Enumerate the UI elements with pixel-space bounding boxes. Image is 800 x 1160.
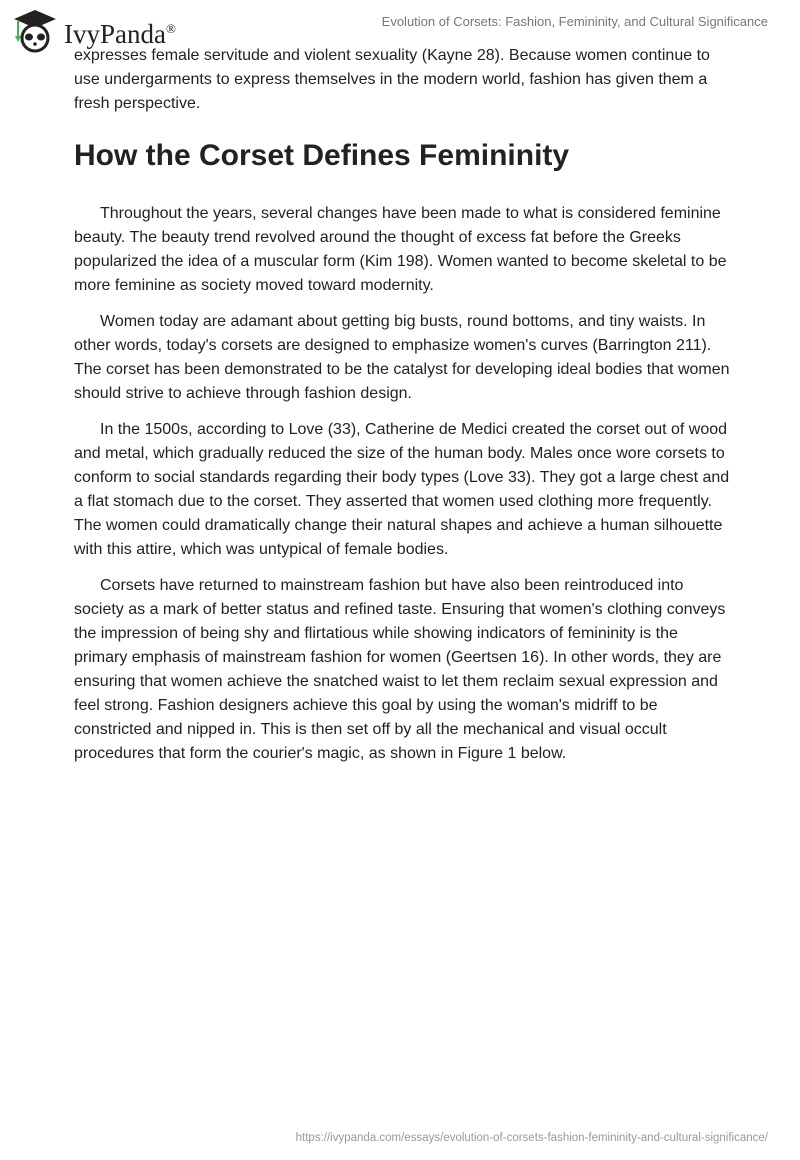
intro-paragraph: expresses female servitude and violent sexuality (Kayne 28). Because women continue to use undergarments to express themselves in the modern world, fashion has given them a fresh perspective. [74, 47, 710, 112]
page-url[interactable]: https://ivypanda.com/essays/evolution-of-corsets-fashion-femininity-and-cultural-significance/ [295, 1132, 768, 1144]
essay-content [74, 44, 730, 778]
paragraph: Women today are adamant about getting big busts, round bottoms, and tiny waists. In other words, today's corsets are designed to emphasize women's curves (Barrington 211). The corset has been demonstrated to be the catalyst for developing ideal bodies that women should strive to achieve through fashion design. [74, 313, 730, 402]
section-heading: How the Corset Defines Femininity [74, 139, 570, 172]
document-title: Evolution of Corsets: Fashion, Femininity, and Cultural Significance [381, 14, 768, 29]
panda-graduate-icon [12, 8, 58, 54]
paragraph: Throughout the years, several changes have been made to what is considered feminine beauty. The beauty trend revolved around the thought of excess fat before the Greeks popularized the idea of a muscular form (Kim 198). Women wanted to become skeletal to be more feminine as society moved toward modernity. [74, 205, 727, 294]
paragraph: In the 1500s, according to Love (33), Catherine de Medici created the corset out of wood and metal, which gradually reduced the size of the human body. Males once wore corsets to conform to social standards regarding their body types (Love 33). They got a large chest and a flat stomach due to the corset. They asserted that women used clothing more frequently. The women could dramatically change their natural shapes and achieve a human silhouette with this attire, which was untypical of female bodies. [74, 421, 730, 558]
logo-text: IvyPanda® [64, 18, 176, 49]
paragraph: Corsets have returned to mainstream fashion but have also been reintroduced into society as a mark of better status and refined taste. Ensuring that women's clothing conveys the impression of being shy and flirtatious while showing indicators of femininity is the primary emphasis of mainstream fashion for women (Geertsen 16). In other words, they are ensuring that women achieve the snatched waist to let them reclaim sexual expression and feel strong. Fashion designers achieve this goal by using the woman's midriff to be constricted and nipped in. This is then set off by all the mechanical and visual occult procedures that form the courier's magic, as shown in Figure 1 below. [74, 577, 726, 762]
